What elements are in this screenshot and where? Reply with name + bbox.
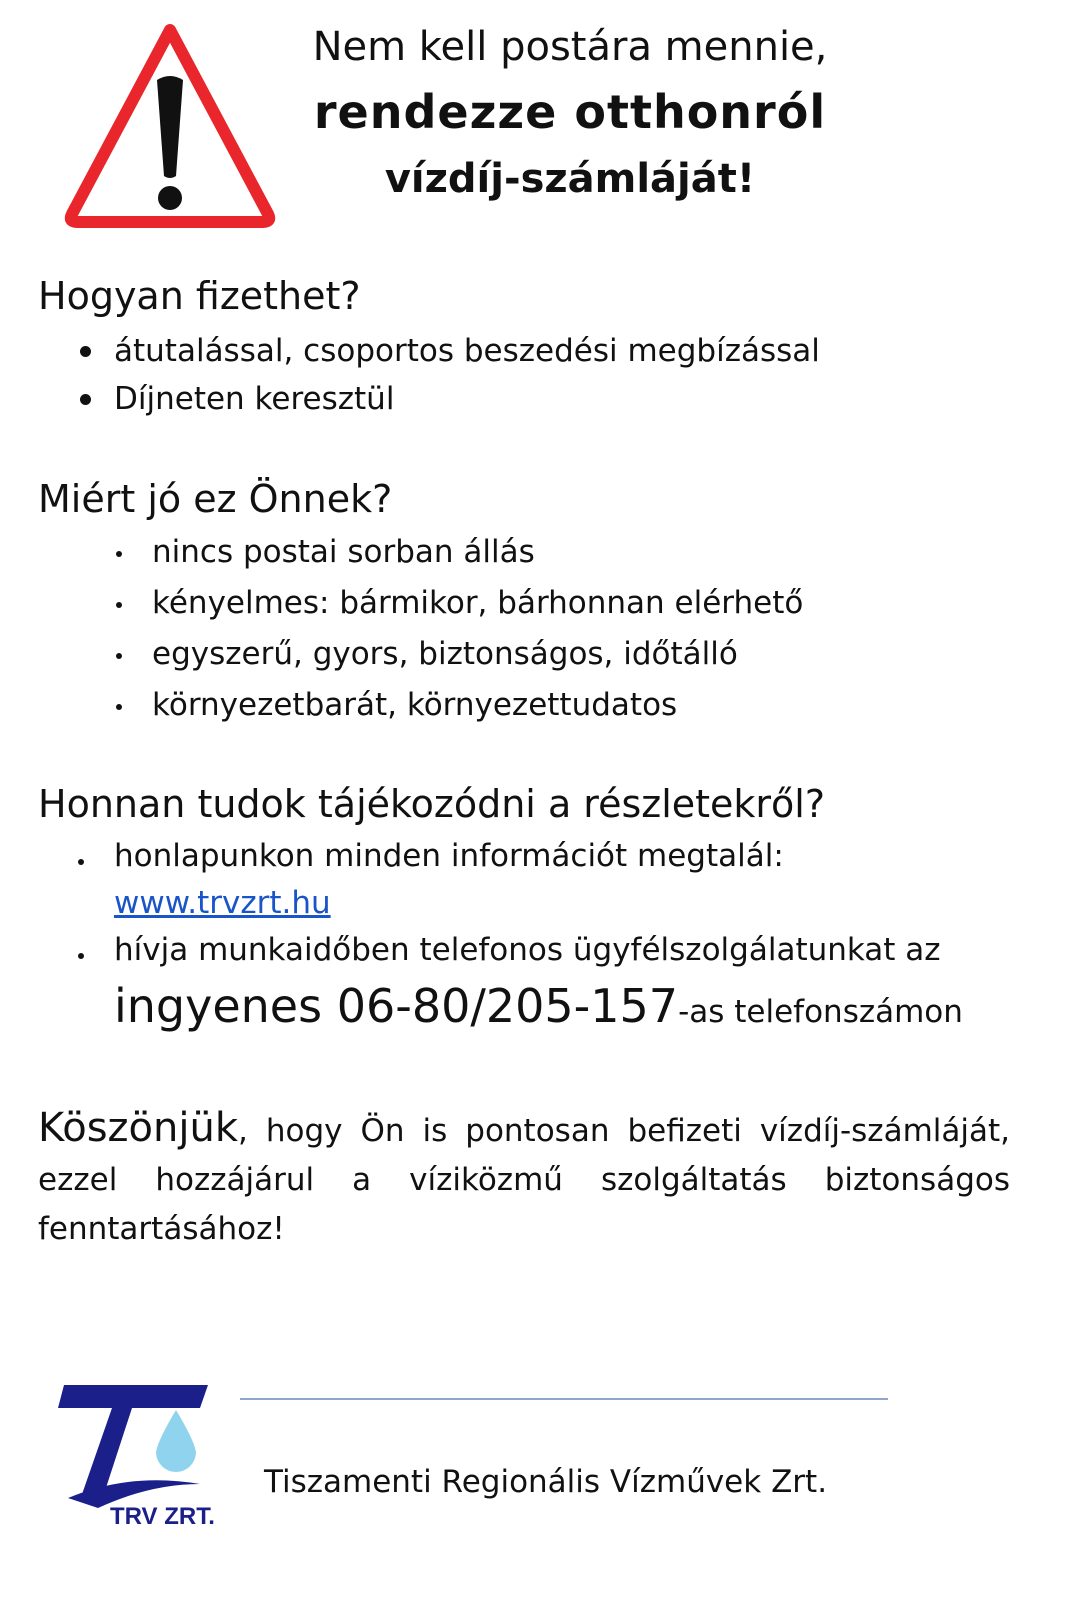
- section-title-info: Honnan tudok tájékozódni a részletekről?: [38, 782, 826, 826]
- phone-intro-text: hívja munkaidőben telefonos ügyfélszolgálatunkat az: [114, 932, 941, 968]
- headline-line-2: rendezze otthonról: [313, 85, 827, 139]
- thanks-word: Köszönjük: [38, 1105, 238, 1151]
- list-item: [114, 833, 1014, 927]
- benefits-list: [152, 527, 803, 731]
- thanks-paragraph: [38, 1104, 1010, 1254]
- footer-divider: [240, 1398, 888, 1400]
- warning-triangle-icon: [60, 18, 280, 233]
- list-item: nincs postai sorban állás: [152, 527, 803, 578]
- list-item: környezetbarát, környezettudatos: [152, 680, 803, 731]
- payment-methods-list: [114, 327, 820, 423]
- website-text: honlapunkon minden információt megtalál:: [114, 838, 784, 874]
- phone-suffix: -as telefonszámon: [678, 994, 963, 1030]
- headline-line-1: Nem kell postára mennie,: [312, 24, 828, 70]
- company-name: Tiszamenti Regionális Vízművek Zrt.: [264, 1464, 828, 1500]
- section-title-how: Hogyan fizethet?: [38, 274, 361, 318]
- headline-line-3: vízdíj-számláját!: [384, 156, 756, 202]
- logo-text: TRV ZRT.: [110, 1503, 215, 1530]
- thanks-row-3: fenntartásához!: [38, 1211, 285, 1247]
- website-link[interactable]: www.trvzrt.hu: [114, 885, 331, 921]
- list-item: [114, 927, 1014, 1038]
- list-item: Díjneten keresztül: [114, 375, 820, 423]
- headline: [280, 18, 860, 210]
- list-item: kényelmes: bármikor, bárhonnan elérhető: [152, 578, 803, 629]
- section-title-why: Miért jó ez Önnek?: [38, 477, 393, 521]
- list-item: egyszerű, gyors, biztonságos, időtálló: [152, 629, 803, 680]
- phone-number: ingyenes 06-80/205-157: [114, 979, 679, 1033]
- info-list: [114, 833, 1014, 1038]
- thanks-row-1: , hogy Ön is pontosan befizeti vízdíj-számláját,: [238, 1113, 1010, 1149]
- trv-logo: [50, 1380, 220, 1530]
- thanks-row-2: ezzel hozzájárul a víziközmű szolgáltatás biztonságos: [38, 1162, 1010, 1198]
- list-item: átutalással, csoportos beszedési megbízással: [114, 327, 820, 375]
